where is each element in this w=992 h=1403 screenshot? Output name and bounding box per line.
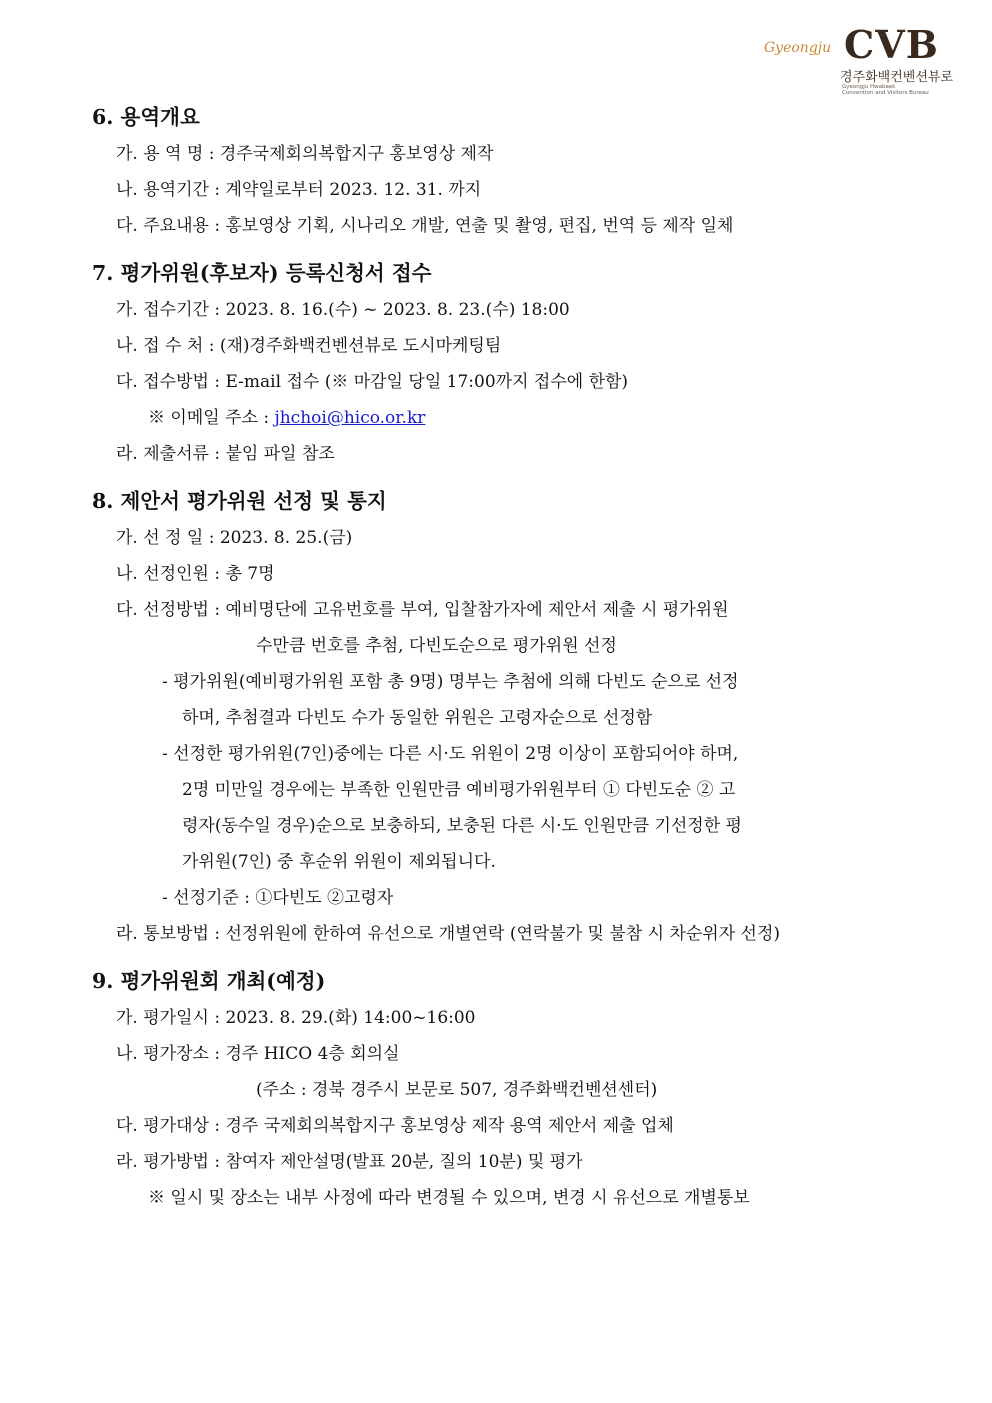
- cvb-logo: [764, 22, 974, 102]
- notification-method-line: 라. 통보방법 : 선정위원에 한하여 유선으로 개별연락 (연락불가 및 불참 시 차순위자 선정): [116, 924, 781, 944]
- selection-detail-line: 2명 미만일 경우에는 부족한 인원만큼 예비평가위원부터 ① 다빈도순 ② 고: [182, 780, 736, 800]
- email-link[interactable]: jhchoi@hico.or.kr: [274, 408, 426, 428]
- selection-method-continued: 수만큼 번호를 추첨, 다빈도순으로 평가위원 선정: [256, 636, 617, 656]
- email-line: [92, 400, 902, 436]
- selection-detail-line: - 선정한 평가위원(7인)중에는 다른 시·도 위원이 2명 이상이 포함되어야 하며,: [162, 744, 739, 764]
- service-period-line: 나. 용역기간 : 계약일로부터 2023. 12. 31. 까지: [116, 180, 482, 200]
- meeting-datetime-line: 가. 평가일시 : 2023. 8. 29.(화) 14:00~16:00: [116, 1008, 476, 1028]
- selection-count-line: 나. 선정인원 : 총 7명: [116, 564, 275, 584]
- logo-english-name: [842, 84, 942, 96]
- change-notice-line: ※ 일시 및 장소는 내부 사정에 따라 변경될 수 있으며, 변경 시 유선으로 개별통보: [148, 1188, 750, 1208]
- logo-korean-name: 경주화백컨벤션뷰로: [840, 70, 954, 85]
- service-content-line: 다. 주요내용 : 홍보영상 기획, 시나리오 개발, 연출 및 촬영, 편집, 번역 등 제작 일체: [116, 216, 734, 236]
- logo-english-line: Gyeongju Hwabaek: [842, 84, 896, 90]
- selection-date-line: 가. 선 정 일 : 2023. 8. 25.(금): [116, 528, 353, 548]
- section-title: 9. 평가위원회 개최(예정): [92, 969, 326, 993]
- section-application: [92, 254, 902, 472]
- application-method-line: 다. 접수방법 : E-mail 접수 (※ 마감일 당일 17:00까지 접수에 한함): [116, 372, 629, 392]
- selection-detail-line: - 평가위원(예비평가위원 포함 총 9명) 명부는 추첨에 의해 다빈도 순으로 선정: [162, 672, 739, 692]
- section-service-overview: [92, 98, 902, 244]
- section-committee-meeting: [92, 962, 902, 1216]
- selection-method-line: 다. 선정방법 : 예비명단에 고유번호를 부여, 입찰참가자에 제안서 제출 시 평가위원: [116, 600, 729, 620]
- selection-detail-line: 령자(동수일 경우)순으로 보충하되, 보충된 다른 시·도 인원만큼 기선정한 평: [182, 816, 742, 836]
- section-title: 7. 평가위원(후보자) 등록신청서 접수: [92, 261, 432, 285]
- document-body: [92, 98, 902, 1216]
- meeting-place-line: 나. 평가장소 : 경주 HICO 4층 회의실: [116, 1044, 400, 1064]
- email-label: ※ 이메일 주소 :: [148, 408, 275, 428]
- application-period-line: 가. 접수기간 : 2023. 8. 16.(수) ~ 2023. 8. 23.(수) 18:00: [116, 300, 570, 320]
- logo-english-line: Convention and Visitors Bureau: [842, 90, 929, 96]
- service-name-line: 가. 용 역 명 : 경주국제회의복합지구 홍보영상 제작: [116, 144, 494, 164]
- meeting-target-line: 다. 평가대상 : 경주 국제회의복합지구 홍보영상 제작 용역 제안서 제출 업체: [116, 1116, 674, 1136]
- meeting-address-line: (주소 : 경북 경주시 보문로 507, 경주화백컨벤션센터): [256, 1080, 658, 1100]
- meeting-method-line: 라. 평가방법 : 참여자 제안설명(발표 20분, 질의 10분) 및 평가: [116, 1152, 583, 1172]
- section-title: 6. 용역개요: [92, 105, 200, 129]
- section-selection: [92, 482, 902, 952]
- documents-line: 라. 제출서류 : 붙임 파일 참조: [116, 444, 335, 464]
- logo-mark: CVB: [844, 22, 939, 67]
- section-title: 8. 제안서 평가위원 선정 및 통지: [92, 489, 387, 513]
- application-office-line: 나. 접 수 처 : (재)경주화백컨벤션뷰로 도시마케팅팀: [116, 336, 502, 356]
- selection-detail-line: 하며, 추첨결과 다빈도 수가 동일한 위원은 고령자순으로 선정함: [182, 708, 653, 728]
- selection-criteria-line: - 선정기준 : ①다빈도 ②고령자: [162, 888, 394, 908]
- logo-script-text: Gyeongju: [764, 40, 832, 56]
- selection-detail-line: 가위원(7인) 중 후순위 위원이 제외됩니다.: [182, 852, 496, 872]
